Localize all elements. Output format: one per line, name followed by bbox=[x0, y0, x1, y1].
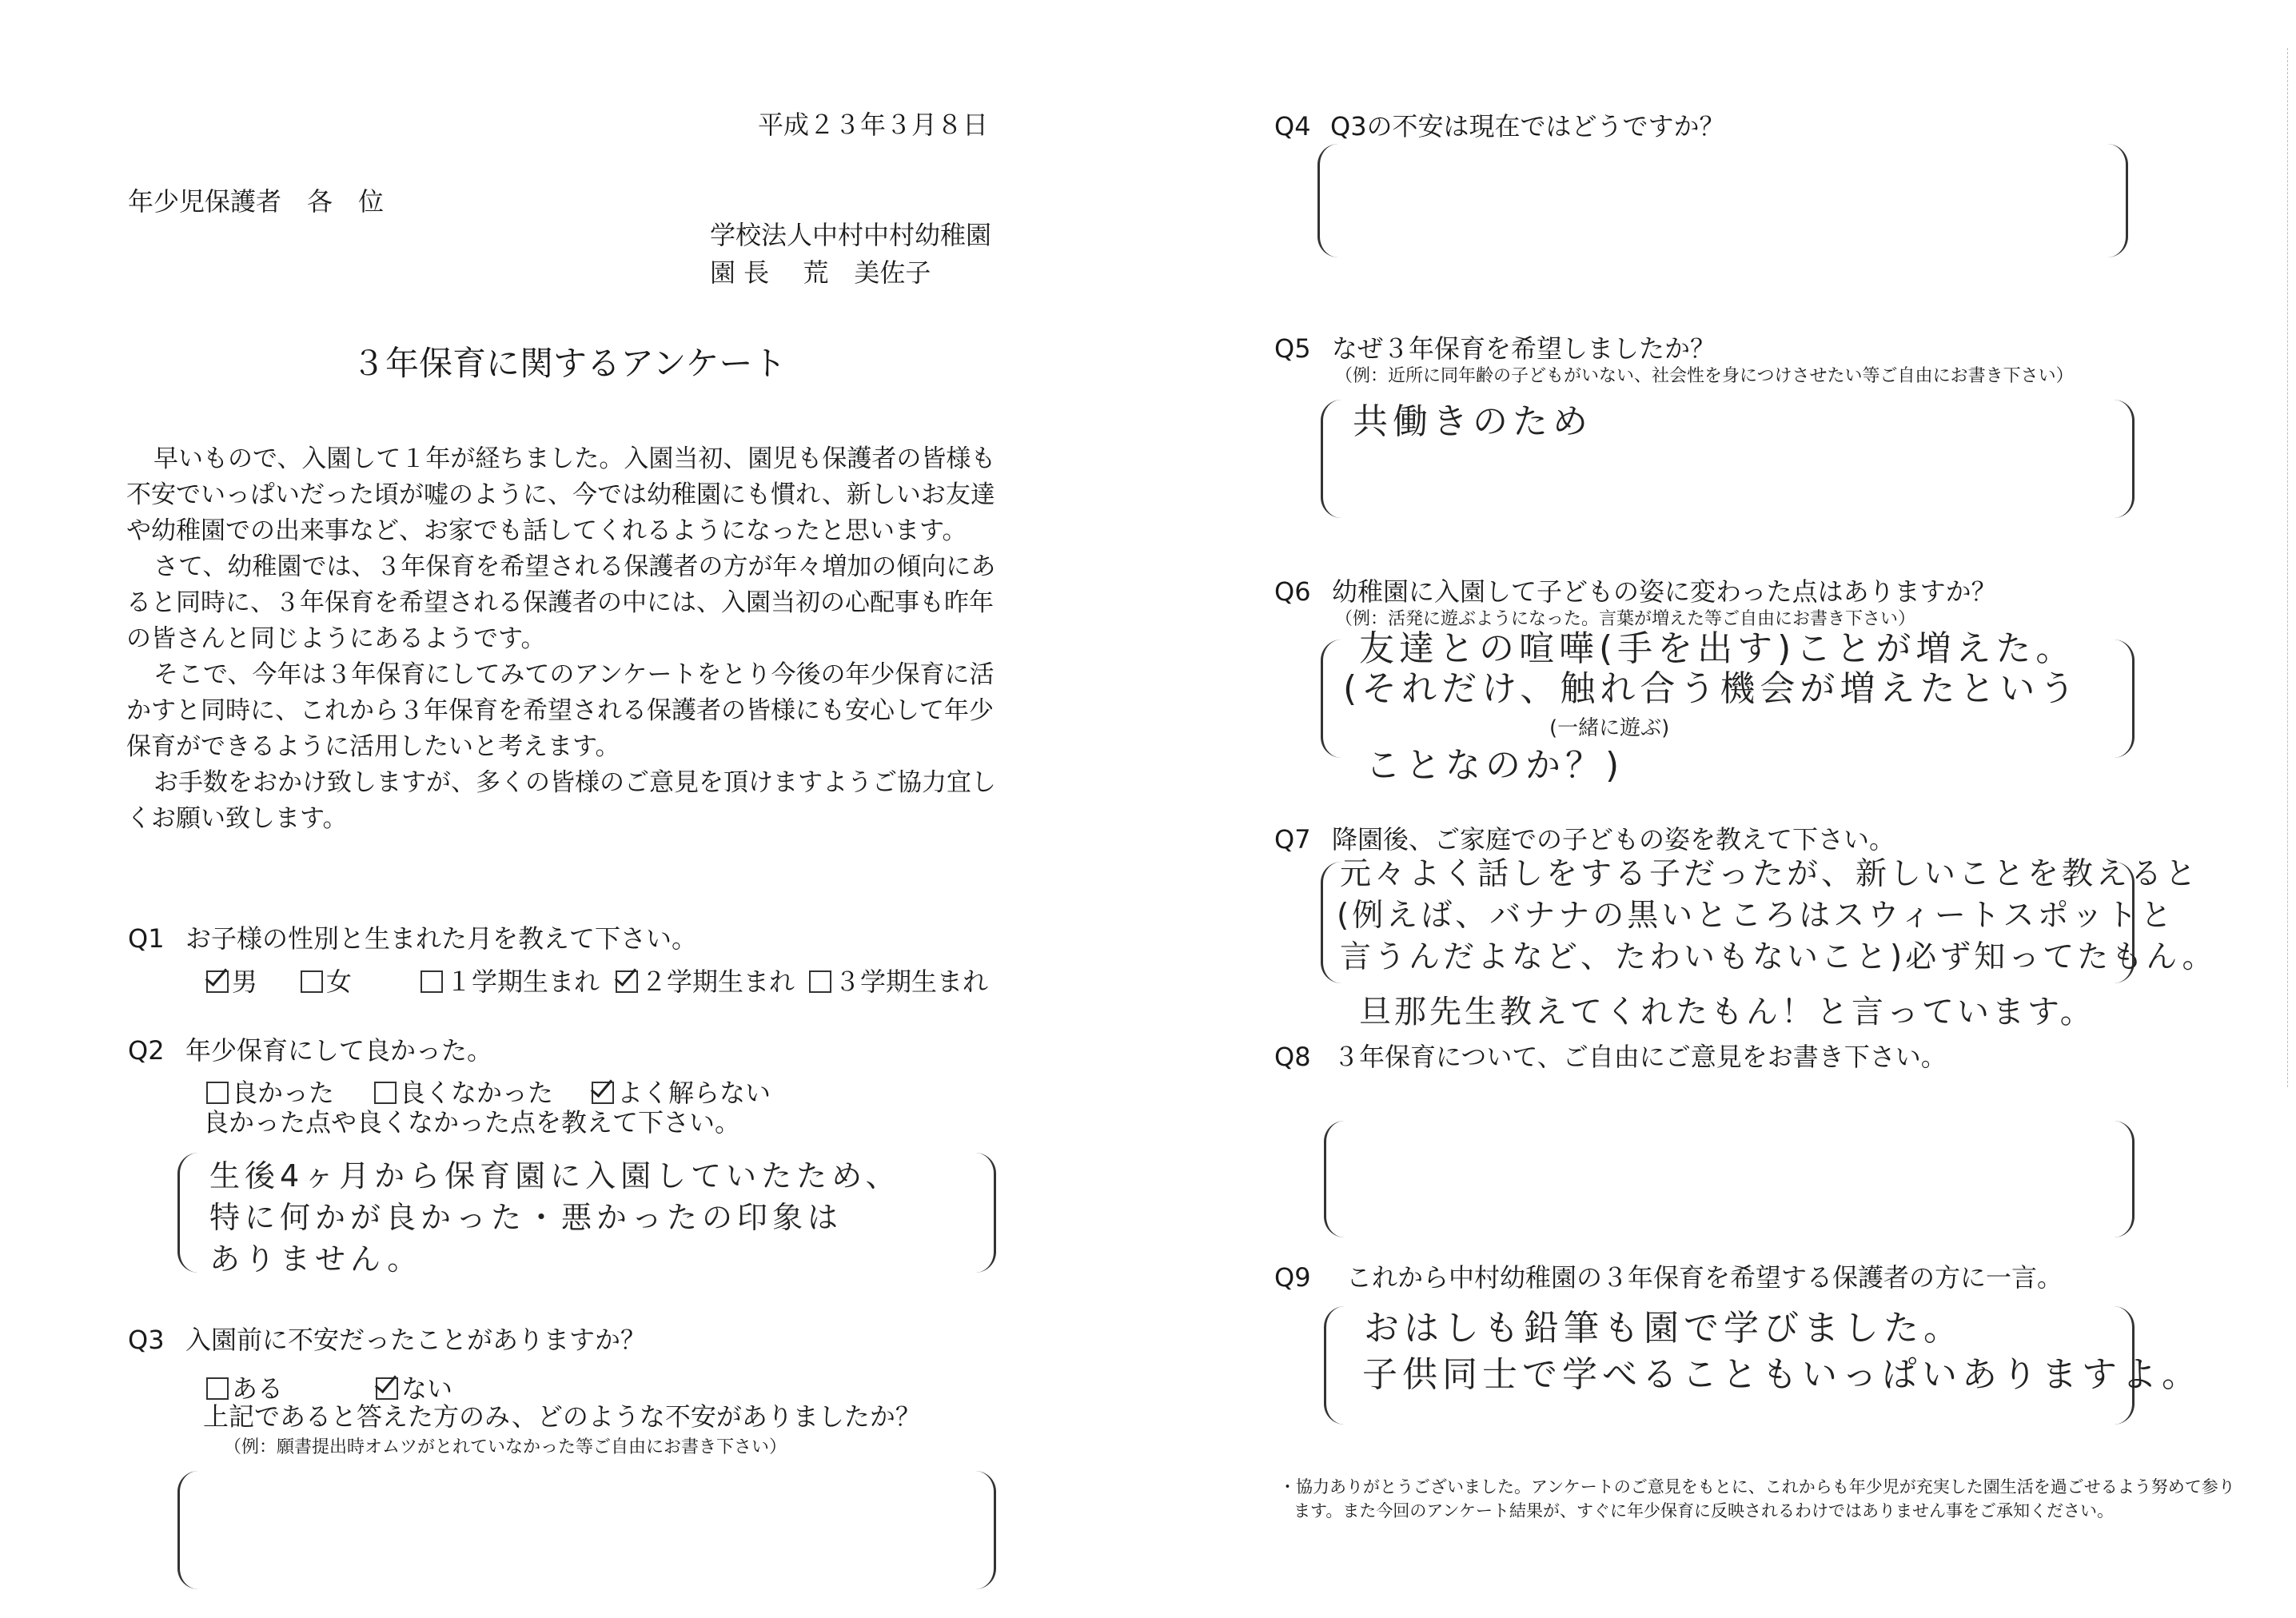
q1-question: お子様の性別と生まれた月を教えて下さい。 bbox=[185, 923, 698, 954]
checkbox-checked-icon bbox=[592, 1082, 614, 1104]
q5-question: なぜ３年保育を希望しましたか？ bbox=[1332, 333, 1716, 364]
organization: 学校法人中村中村幼稚園 bbox=[710, 220, 992, 250]
date: 平成２３年３月８日 bbox=[758, 110, 989, 140]
checkbox-checked-icon bbox=[616, 970, 638, 993]
q9-answer-line-1: おはしも鉛筆も園で学びました。 bbox=[1364, 1308, 1963, 1349]
q3-label: Q3 bbox=[128, 1325, 165, 1355]
q1-option-term3[interactable]: ３学期生まれ bbox=[809, 962, 988, 998]
q7-answer-line-4: 旦那先生教えてくれたもん！と言っています。 bbox=[1359, 994, 2095, 1030]
q3-example: （例：願書提出時オムツがとれていなかった等ご自由にお書き下さい） bbox=[224, 1437, 787, 1457]
intro-paragraph-3: そこで、今年は３年保育にしてみてのアンケートをとり今後の年少保育に活かすと同時に、これから３年保育を希望される保護者の皆様にも安心して年少保育ができるように活用したいと考えます。 bbox=[126, 660, 995, 761]
q4-question: Q3の不安は現在ではどうですか？ bbox=[1330, 111, 1725, 141]
q8-answer-box[interactable] bbox=[1324, 1121, 2135, 1237]
q7-question: 降園後、ご家庭での子どもの姿を教えて下さい。 bbox=[1332, 824, 1895, 855]
q2-option-not-good[interactable]: 良くなかった bbox=[374, 1073, 553, 1110]
q6-answer-line-1: 友達との喧嘩(手を出す)ことが増えた。 bbox=[1359, 628, 2076, 669]
intro-paragraph-1: 早いもので、入園して１年が経ちました。入園当初、園児も保護者の皆様も不安でいっぱいだった頃が嘘のように、今では幼稚園にも慣れ、新しいお友達や幼稚園での出来事など、お家でも話してくれるようになったと思います。 bbox=[126, 444, 996, 545]
q2-answer-line-2: 特に何かが良かった・悪かったの印象は bbox=[209, 1200, 843, 1235]
survey-title: ３年保育に関するアンケート bbox=[352, 344, 787, 383]
q6-label: Q6 bbox=[1274, 576, 1311, 607]
q7-label: Q7 bbox=[1274, 824, 1311, 855]
intro-paragraph-2: さて、幼稚園では、３年保育を希望される保護者の方が年々増加の傾向にあると同時に、３年保育を希望される保護者の中には、入園当初の心配事も昨年の皆さんと同じようにあるようです。 bbox=[126, 552, 996, 653]
q2-answer-line-1: 生後4ヶ月から保育園に入園していたため、 bbox=[209, 1158, 901, 1194]
checkbox-icon bbox=[421, 970, 443, 993]
intro-paragraph-4: お手数をおかけ致しますが、多くの皆様のご意見を頂けますようご協力宜しくお願い致します。 bbox=[126, 768, 996, 833]
q3-question: 入園前に不安だったことがありますか？ bbox=[185, 1325, 647, 1355]
checkbox-icon bbox=[206, 1082, 229, 1104]
q2-subquestion: 良かった点や良くなかった点を教えて下さい。 bbox=[203, 1107, 741, 1138]
q3-option-no[interactable]: ない bbox=[376, 1369, 452, 1405]
q2-label: Q2 bbox=[128, 1035, 165, 1066]
recipient: 年少児保護者 各 位 bbox=[128, 186, 385, 217]
q6-answer-line-3: ことなのか？) bbox=[1365, 745, 1624, 786]
q1-option-male[interactable]: 男 bbox=[206, 962, 257, 998]
q3-subquestion: 上記であると答えた方のみ、どのような不安がありましたか？ bbox=[203, 1401, 921, 1432]
q9-label: Q9 bbox=[1274, 1262, 1311, 1293]
q1-option-term1[interactable]: １学期生まれ bbox=[421, 962, 600, 998]
q2-option-good[interactable]: 良かった bbox=[206, 1073, 334, 1110]
checkbox-checked-icon bbox=[206, 970, 229, 993]
q2-answer-line-3: ありません。 bbox=[209, 1241, 423, 1277]
q6-answer-line-2: (それだけ、触れ合う機会が増えたという bbox=[1343, 668, 2080, 709]
checkbox-icon bbox=[374, 1082, 397, 1104]
checkbox-icon bbox=[809, 970, 831, 993]
q4-label: Q4 bbox=[1274, 111, 1311, 141]
q7-answer-line-3: 言うんだよなど、たわいもないこと)必ず知ってたもん。 bbox=[1340, 939, 2217, 975]
q8-label: Q8 bbox=[1274, 1042, 1311, 1072]
q2-question: 年少保育にして良かった。 bbox=[185, 1035, 493, 1066]
q5-answer-line-1: 共働きのため bbox=[1353, 401, 1592, 442]
footer-note-line-1: ・協力ありがとうございました。アンケートのご意見をもとに、これからも年少児が充実した園生活を過ごせるよう努めて参り bbox=[1279, 1477, 2235, 1496]
footer-note-line-2: ます。また今回のアンケート結果が、すぐに年少保育に反映されるわけではありません事をご承知ください。 bbox=[1293, 1501, 2115, 1520]
q3-option-yes[interactable]: ある bbox=[206, 1369, 283, 1405]
q1-option-term2[interactable]: ２学期生まれ bbox=[616, 962, 795, 998]
q9-question: これから中村幼稚園の３年保育を希望する保護者の方に一言。 bbox=[1346, 1262, 2063, 1293]
q5-example: （例：近所に同年齢の子どもがいない、社会性を身につけさせたい等ご自由にお書き下さい） bbox=[1335, 366, 2074, 386]
q9-answer-line-2: 子供同士で学べることもいっぱいありますよ。 bbox=[1362, 1354, 2202, 1395]
q6-example: （例：活発に遊ぶようになった。言葉が増えた等ご自由にお書き下さい） bbox=[1335, 609, 1916, 629]
q6-answer-note: (一緒に遊ぶ) bbox=[1549, 716, 1670, 740]
checkbox-icon bbox=[301, 970, 323, 993]
checkbox-icon bbox=[206, 1377, 229, 1400]
q5-label: Q5 bbox=[1274, 333, 1311, 364]
q7-answer-line-1: 元々よく話しをする子だったが、新しいことを教えると bbox=[1340, 856, 2200, 892]
q6-question: 幼稚園に入園して子どもの姿に変わった点はありますか？ bbox=[1332, 576, 1997, 607]
q8-question: ３年保育について、ご自由にご意見をお書き下さい。 bbox=[1333, 1042, 1947, 1072]
q4-answer-box[interactable] bbox=[1317, 144, 2128, 257]
q1-option-female[interactable]: 女 bbox=[301, 962, 352, 998]
q2-option-unsure[interactable]: よく解らない bbox=[592, 1073, 771, 1110]
q7-answer-line-2: (例えば、バナナの黒いところはスウィートスポットと bbox=[1337, 898, 2175, 934]
q1-label: Q1 bbox=[128, 923, 165, 954]
director: 園 長 荒 美佐子 bbox=[710, 257, 931, 288]
scan-edge-divider bbox=[2287, 48, 2293, 1087]
q3-answer-box[interactable] bbox=[177, 1471, 996, 1589]
checkbox-checked-icon bbox=[376, 1377, 398, 1400]
